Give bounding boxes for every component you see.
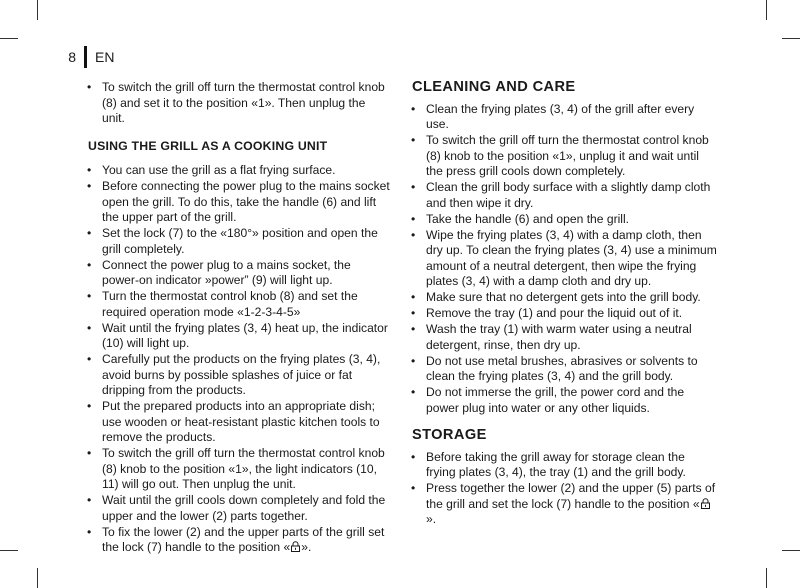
lock-icon	[701, 498, 710, 509]
page-number: 8	[68, 49, 76, 65]
list-item: • You can use the grill as a flat frying surface.	[88, 163, 391, 179]
list-item: • Wipe the frying plates (3, 4) with a damp cloth, then dry up. To clean the frying plates (3, 4) use a minimum amount of a neutral detergent, then wipe the frying plates (3, 4) with a damp cloth and dry up.	[412, 228, 717, 290]
list-item: • Set the lock (7) to the «180°» position and open the grill completely.	[88, 226, 391, 257]
list-item-text-end: ».	[301, 540, 312, 554]
list-item: • Carefully put the products on the frying plates (3, 4), avoid burns by possible splashes of juice or fat dripping from the products.	[88, 352, 391, 399]
cooking-unit-list	[88, 163, 391, 556]
storage-list	[412, 450, 717, 528]
section-title-cooking-unit: USING THE GRILL AS A COOKING UNIT	[88, 138, 328, 153]
list-item: • To switch the grill off turn the thermostat control knob (8) and set it to the position «1». Then unplug the unit.	[88, 80, 391, 127]
list-item: • Clean the grill body surface with a slightly damp cloth and then wipe it dry.	[412, 180, 717, 211]
list-item: • Do not immerse the grill, the power cord and the power plug into water or any other liquids.	[412, 385, 717, 416]
cleaning-list	[412, 102, 717, 417]
section-title-storage: STORAGE	[412, 427, 487, 443]
list-item: • Before taking the grill away for storage clean the frying plates (3, 4), the tray (1) and the grill body.	[412, 450, 717, 481]
crop-mark	[0, 550, 18, 551]
list-item: • Do not use metal brushes, abrasives or solvents to clean the frying plates (3, 4) and the grill body.	[412, 354, 717, 385]
right-column	[412, 80, 717, 528]
crop-mark	[0, 38, 18, 39]
list-item: • Put the prepared products into an appropriate dish; use wooden or heat-resistant plastic kitchen tools to remove the products.	[88, 399, 391, 446]
list-item: • Before connecting the power plug to the mains socket open the grill. To do this, take the handle (6) and lift the upper part of the grill.	[88, 179, 391, 226]
list-item	[88, 525, 391, 556]
list-item: • Connect the power plug to a mains socket, the power-on indicator »power” (9) will light up.	[88, 258, 391, 289]
list-item: • Take the handle (6) and open the grill.	[412, 212, 717, 228]
header-divider	[84, 46, 87, 68]
crop-mark	[37, 0, 38, 20]
list-item: • To switch the grill off turn the thermostat control knob (8) knob to the position «1», unplug it and wait until the press grill cools down completely.	[412, 133, 717, 180]
list-item-text-end: ».	[426, 512, 437, 526]
section-title-cleaning: CLEANING AND CARE	[412, 79, 576, 95]
list-item: • Remove the tray (1) and pour the liquid out of it.	[412, 306, 717, 322]
crop-mark	[766, 568, 767, 588]
list-item: • Wait until the grill cools down completely and fold the upper and the lower (2) parts together.	[88, 493, 391, 524]
list-item: • Make sure that no detergent gets into the grill body.	[412, 290, 717, 306]
crop-mark	[37, 568, 38, 588]
language-code: EN	[95, 49, 115, 65]
crop-mark	[766, 0, 767, 20]
list-item: • Clean the frying plates (3, 4) of the grill after every use.	[412, 102, 717, 133]
list-item	[412, 481, 717, 528]
intro-list	[88, 80, 391, 127]
list-item-text: To fix the lower (2) and the upper parts of the grill set the lock (7) handle to the position «	[102, 524, 385, 554]
list-item-text: Press together the lower (2) and the upper (5) parts of the grill and set the lock (7) handle to the position «	[426, 481, 716, 511]
crop-mark	[782, 38, 800, 39]
page-header	[64, 46, 114, 68]
list-item: • Wait until the frying plates (3, 4) heat up, the indicator (10) will light up.	[88, 321, 391, 352]
list-item: • Turn the thermostat control knob (8) and set the required operation mode «1-2-3-4-5»	[88, 289, 391, 320]
crop-mark	[782, 550, 800, 551]
list-item: • To switch the grill off turn the thermostat control knob (8) knob to the position «1», the light indicators (10, 11) will go out. Then unplug the unit.	[88, 446, 391, 493]
lock-icon	[291, 541, 300, 552]
list-item: • Wash the tray (1) with warm water using a neutral detergent, rinse, then dry up.	[412, 322, 717, 353]
left-column	[88, 80, 391, 556]
